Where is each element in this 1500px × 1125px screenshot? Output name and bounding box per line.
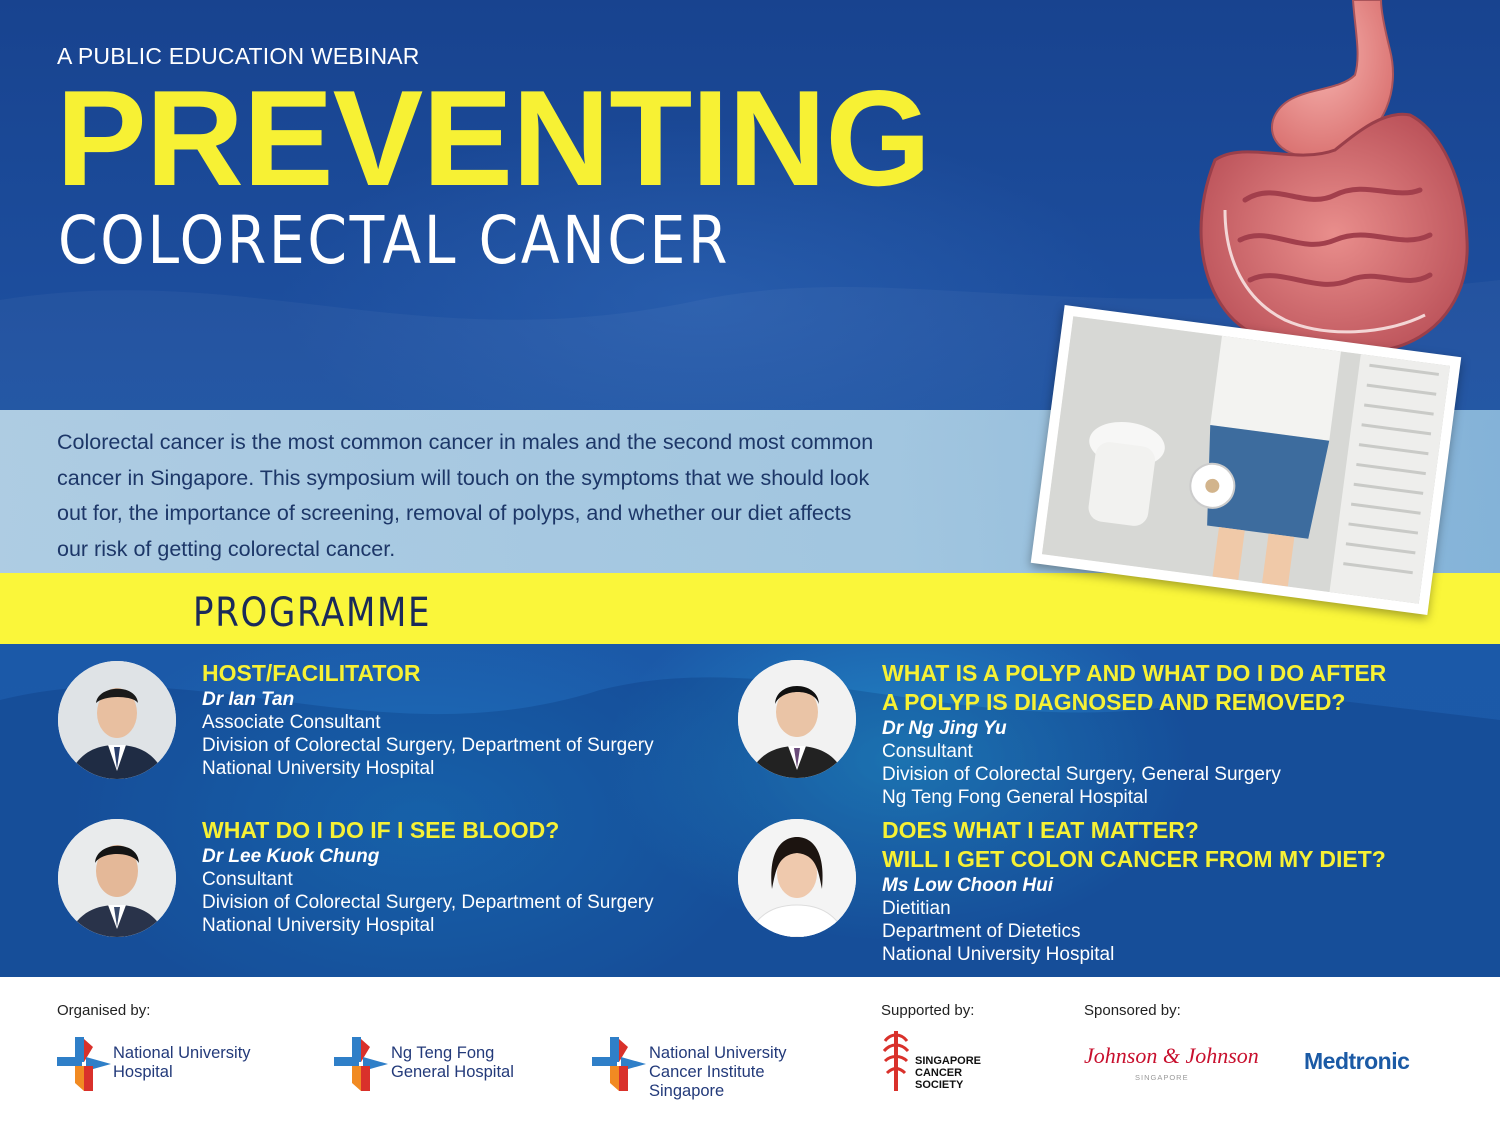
organiser-name-line: National University (649, 1044, 787, 1062)
speaker-photo-low-choon-hui (738, 819, 856, 937)
speaker-organisation: National University Hospital (202, 915, 435, 936)
speaker-topic: WHAT DO I DO IF I SEE BLOOD? (202, 817, 560, 843)
bathroom-photo (1031, 305, 1462, 615)
speaker-photo-ian-tan (58, 661, 176, 779)
speaker-department: Division of Colorectal Surgery, Department of Surgery (202, 735, 654, 756)
organised-by-label: Organised by: (57, 1002, 151, 1019)
intro-paragraph (57, 425, 1037, 567)
speaker-role: Consultant (202, 869, 293, 890)
speaker-role: Associate Consultant (202, 712, 381, 733)
speaker-department: Division of Colorectal Surgery, General Surgery (882, 764, 1281, 785)
supporter-name-line: CANCER (915, 1067, 963, 1079)
intestine-illustration (1185, 0, 1485, 370)
speaker-topic: WHAT IS A POLYP AND WHAT DO I DO AFTER (882, 660, 1387, 686)
intro-line: our risk of getting colorectal cancer. (57, 536, 396, 561)
page-title: PREVENTING (56, 62, 931, 214)
supporter-scs (915, 1055, 981, 1091)
speaker-photo-ng-jing-yu (738, 660, 856, 778)
sponsor-jnj-sub: SINGAPORE (1135, 1073, 1189, 1082)
intro-line: cancer in Singapore. This symposium will touch on the symptoms that we should look (57, 465, 870, 490)
organiser-name-line: Hospital (113, 1063, 173, 1081)
speaker-topic: HOST/FACILITATOR (202, 660, 421, 686)
speaker-department: Division of Colorectal Surgery, Department of Surgery (202, 892, 654, 913)
ntfgh-logo-icon (334, 1037, 388, 1091)
speaker-name: Dr Ian Tan (202, 689, 295, 710)
bathroom-scene (1042, 316, 1450, 604)
organiser-name-line: Singapore (649, 1082, 725, 1100)
speaker-photo-lee-kuok-chung (58, 819, 176, 937)
webinar-eyebrow: A PUBLIC EDUCATION WEBINAR (57, 43, 420, 69)
speaker-block-polyp (882, 659, 1386, 809)
speaker-block-diet (882, 816, 1386, 966)
sponsor-jnj-logo: Johnson & Johnson (1084, 1043, 1259, 1068)
speaker-name: Dr Lee Kuok Chung (202, 846, 380, 867)
sponsored-by-label: Sponsored by: (1084, 1002, 1181, 1019)
cancer-society-crab-icon (881, 1029, 911, 1093)
organiser-ntfgh (391, 1044, 514, 1082)
speaker-name: Ms Low Choon Hui (882, 875, 1053, 896)
footer (0, 977, 1500, 1125)
ncis-logo-icon (592, 1037, 646, 1091)
organiser-name-line: Ng Teng Fong (391, 1044, 495, 1062)
speaker-name: Dr Ng Jing Yu (882, 718, 1007, 739)
speaker-role: Consultant (882, 741, 973, 762)
speaker-topic: WILL I GET COLON CANCER FROM MY DIET? (882, 846, 1386, 872)
organiser-name-line: Cancer Institute (649, 1063, 765, 1081)
speaker-block-host (202, 659, 654, 780)
intro-line: out for, the importance of screening, removal of polyps, and whether our diet affects (57, 501, 852, 525)
speaker-block-blood (202, 816, 654, 937)
speaker-role: Dietitian (882, 898, 951, 919)
page-subtitle: COLORECTAL CANCER (58, 202, 730, 279)
speaker-organisation: National University Hospital (202, 758, 435, 779)
speaker-organisation: Ng Teng Fong General Hospital (882, 787, 1148, 808)
organiser-ncis (649, 1044, 787, 1101)
organiser-name-line: General Hospital (391, 1063, 514, 1081)
speaker-organisation: National University Hospital (882, 944, 1115, 965)
supporter-name-line: SOCIETY (915, 1079, 964, 1091)
sponsor-medtronic-logo: Medtronic (1304, 1048, 1410, 1074)
speaker-topic: DOES WHAT I EAT MATTER? (882, 817, 1199, 843)
speaker-department: Department of Dietetics (882, 921, 1081, 942)
nuh-logo-icon (57, 1037, 111, 1091)
organiser-nuh (113, 1044, 251, 1082)
programme-heading: PROGRAMME (193, 590, 432, 636)
organiser-name-line: National University (113, 1044, 251, 1062)
intro-line: Colorectal cancer is the most common cancer in males and the second most common (57, 430, 874, 454)
speaker-topic: A POLYP IS DIAGNOSED AND REMOVED? (882, 689, 1346, 715)
supporter-name-line: SINGAPORE (915, 1055, 982, 1067)
supported-by-label: Supported by: (881, 1002, 975, 1019)
